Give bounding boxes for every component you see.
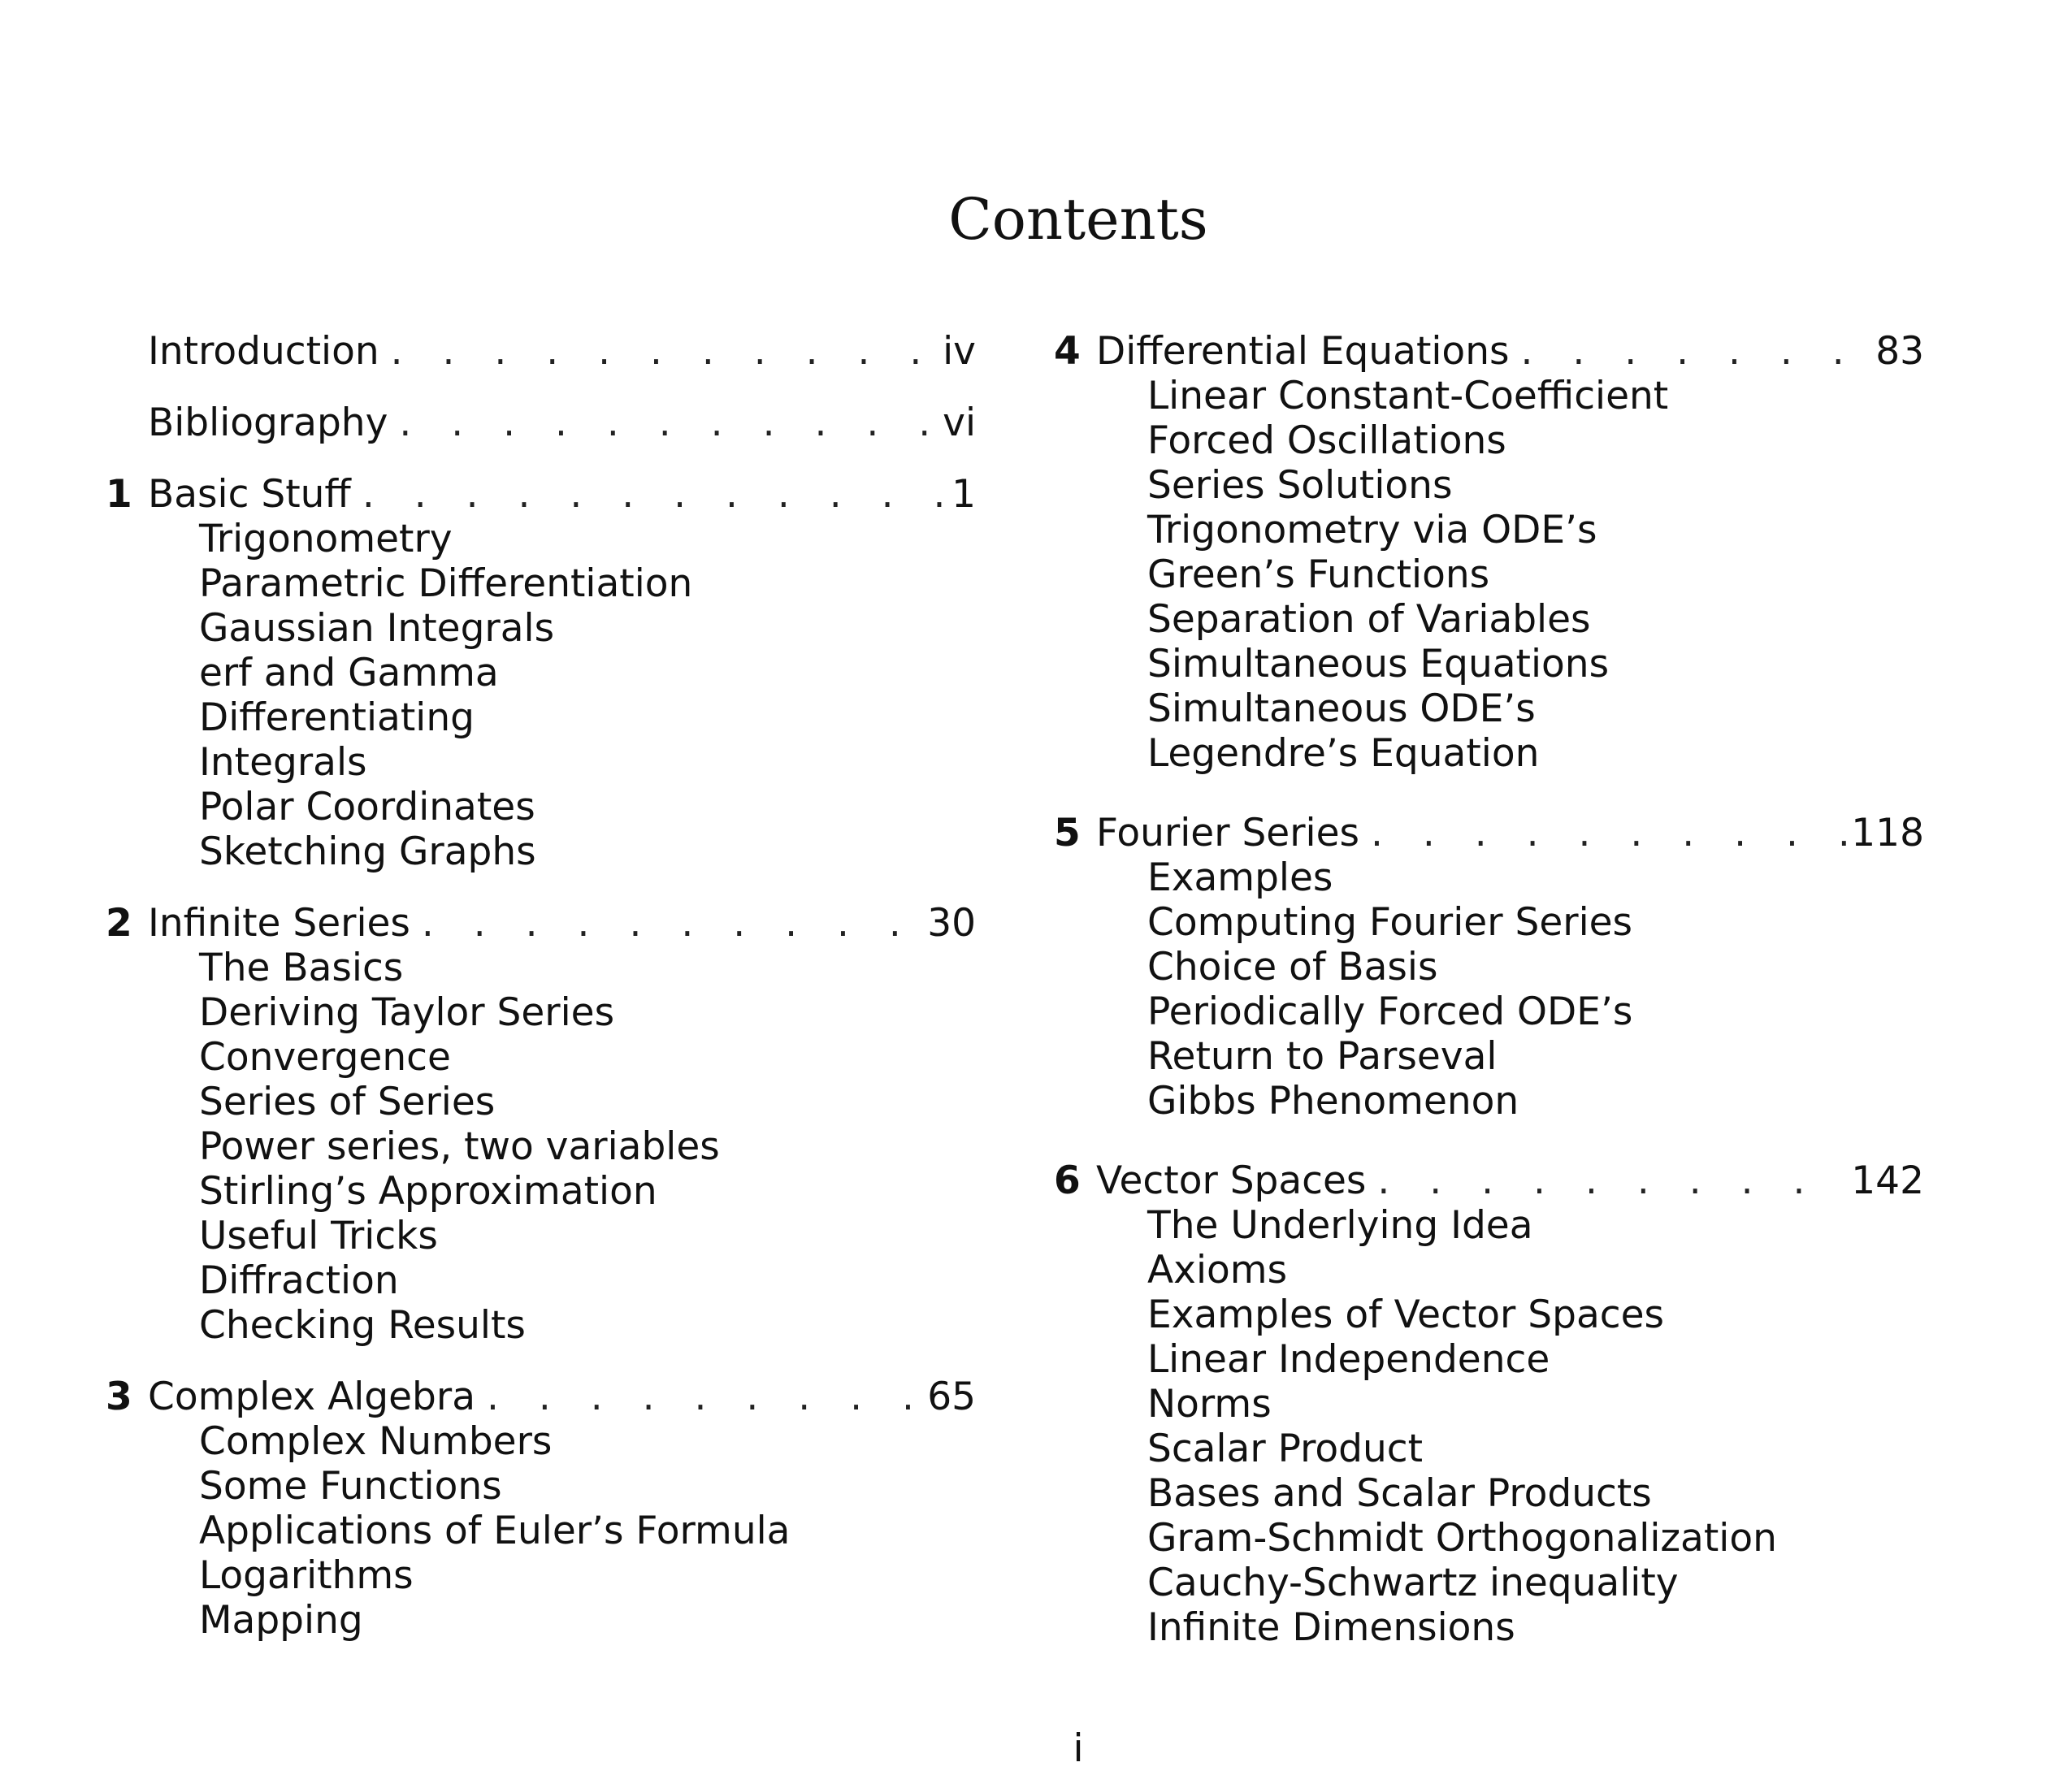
section-item[interactable]: Sketching Graphs [199,829,536,874]
section-item[interactable]: Useful Tricks [199,1214,438,1258]
toc-chapter-vector-spaces [1054,1158,1924,1650]
section-item[interactable]: Scalar Product [1147,1427,1424,1471]
section-item[interactable]: Series of Series [199,1080,496,1124]
toc-entry[interactable] [1054,1158,1924,1203]
section-item[interactable]: Trigonometry via ODE’s [1147,508,1597,552]
chapter-title: Vector Spaces [1096,1158,1367,1203]
toc-right-column [1054,329,1924,1685]
section-list [1054,1203,1924,1650]
section-item[interactable]: Forced Oscillations [1147,418,1506,463]
section-item[interactable]: Power series, two variables [199,1124,720,1169]
section-item[interactable]: Examples of Vector Spaces [1147,1293,1664,1337]
chapter-page-number: 65 [927,1375,976,1419]
chapter-title: Fourier Series [1096,811,1359,855]
section-item[interactable]: Simultaneous Equations [1147,642,1610,686]
section-item[interactable]: Deriving Taylor Series [199,990,615,1035]
toc-entry[interactable] [106,401,976,445]
chapter-title: Basic Stuff [148,472,351,517]
section-item[interactable]: Infinite Dimensions [1147,1605,1515,1650]
section-item[interactable]: erf and Gamma [199,651,499,695]
chapter-title: Complex Algebra [148,1375,476,1419]
section-item[interactable]: Norms [1147,1382,1272,1427]
chapter-title: Introduction [148,329,379,374]
toc-chapter-basic-stuff [106,472,976,874]
section-list [106,946,976,1348]
dot-leader [388,401,938,445]
section-item[interactable]: Gibbs Phenomenon [1147,1079,1519,1124]
dot-leader [379,329,938,374]
chapter-number: 5 [1054,811,1081,855]
section-item[interactable]: Integrals [199,740,367,785]
section-item[interactable]: Applications of Euler’s Formula [199,1509,791,1553]
section-item[interactable]: Logarithms [199,1553,414,1598]
section-list [106,517,976,874]
toc-entry[interactable] [1054,329,1924,374]
chapter-title: Differential Equations [1096,329,1510,374]
dot-leader [351,472,947,517]
section-item[interactable]: Green’s Functions [1147,552,1490,597]
toc-chapter-complex-algebra [106,1375,976,1643]
chapter-number: 2 [106,901,132,946]
dot-leader [1359,811,1846,855]
section-item[interactable]: Periodically Forced ODE’s [1147,989,1633,1034]
section-item[interactable]: Linear Independence [1147,1337,1550,1382]
chapter-title: Infinite Series [148,901,410,946]
page-number: i [1073,1726,1084,1771]
chapter-page-number: 1 [951,472,976,517]
section-item[interactable]: Some Functions [199,1464,502,1509]
section-item[interactable]: Simultaneous ODE’s [1147,686,1536,731]
section-item[interactable]: Series Solutions [1147,463,1453,508]
toc-entry[interactable] [106,1375,976,1419]
toc-entry[interactable] [106,329,976,374]
toc-entry[interactable] [1054,811,1924,855]
dot-leader [410,901,922,946]
section-item[interactable]: Cauchy-Schwartz inequality [1147,1561,1679,1605]
chapter-page-number: vi [943,401,976,445]
section-item[interactable]: Complex Numbers [199,1419,553,1464]
section-item[interactable]: Diffraction [199,1258,399,1303]
chapter-number: 3 [106,1375,132,1419]
chapter-page-number: 142 [1851,1158,1924,1203]
dot-leader [1509,329,1870,374]
toc-entry[interactable] [106,901,976,946]
section-item[interactable]: Mapping [199,1598,363,1643]
section-item[interactable]: Linear Constant-Coefficient [1147,374,1669,418]
chapter-number: 1 [106,472,132,517]
section-item[interactable]: Examples [1147,855,1333,900]
dot-leader [1366,1158,1846,1203]
chapter-page-number: 118 [1851,811,1924,855]
toc-chapter-infinite-series [106,901,976,1348]
chapter-page-number: 83 [1875,329,1924,374]
section-item[interactable]: Differentiating [199,695,475,740]
section-item[interactable]: Axioms [1147,1248,1288,1293]
section-item[interactable]: The Underlying Idea [1147,1203,1533,1248]
chapter-number: 6 [1054,1158,1081,1203]
chapter-title: Bibliography [148,401,388,445]
section-item[interactable]: Stirling’s Approximation [199,1169,657,1214]
section-list [1054,855,1924,1124]
section-item[interactable]: Separation of Variables [1147,597,1591,642]
chapter-number: 4 [1054,329,1081,374]
section-item[interactable]: Trigonometry [199,517,453,561]
dot-leader [475,1375,922,1419]
chapter-page-number: 30 [927,901,976,946]
toc-chapter-bibliography [106,401,976,445]
toc-chapter-differential-equations [1054,329,1924,776]
section-item[interactable]: Choice of Basis [1147,945,1438,989]
section-item[interactable]: Computing Fourier Series [1147,900,1633,945]
section-item[interactable]: Gram-Schmidt Orthogonalization [1147,1516,1777,1561]
section-item[interactable]: Checking Results [199,1303,526,1348]
section-item[interactable]: Polar Coordinates [199,785,535,829]
page-title: Contents [948,186,1208,253]
section-item[interactable]: The Basics [199,946,404,990]
toc-left-column [106,329,976,1669]
section-item[interactable]: Return to Parseval [1147,1034,1498,1079]
section-item[interactable]: Parametric Differentiation [199,561,693,606]
toc-chapter-fourier-series [1054,811,1924,1124]
chapter-page-number: iv [943,329,976,374]
section-item[interactable]: Legendre’s Equation [1147,731,1540,776]
section-list [106,1419,976,1643]
toc-entry[interactable] [106,472,976,517]
section-item[interactable]: Bases and Scalar Products [1147,1471,1652,1516]
section-list [1054,374,1924,776]
section-item[interactable]: Convergence [199,1035,451,1080]
section-item[interactable]: Gaussian Integrals [199,606,555,651]
toc-chapter-introduction [106,329,976,374]
